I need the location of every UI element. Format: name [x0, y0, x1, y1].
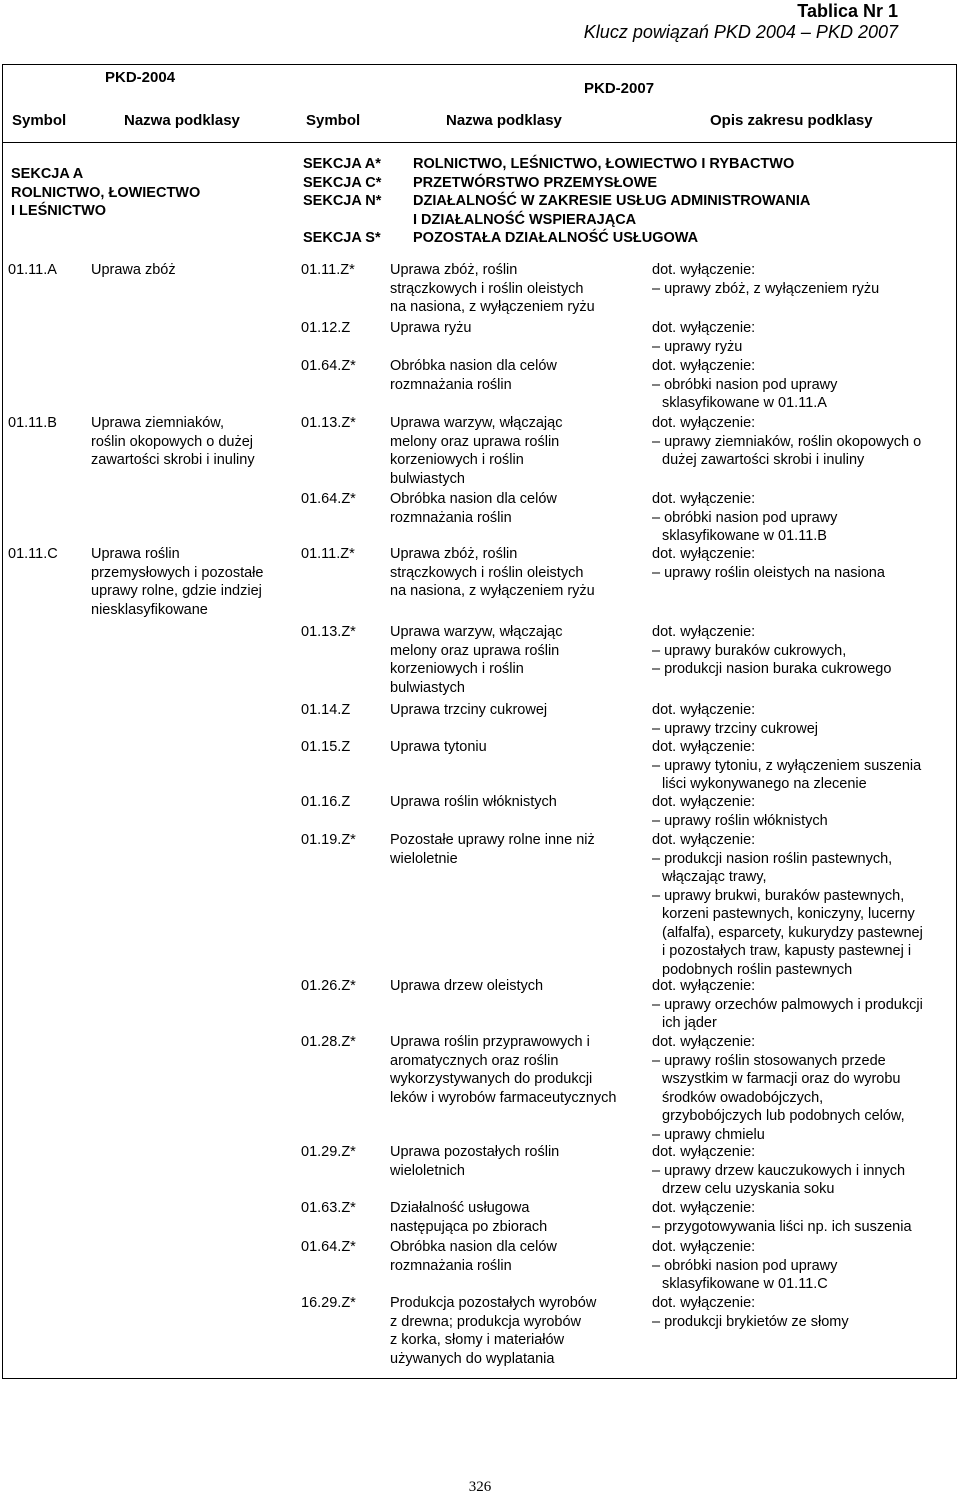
- document-subtitle: Klucz powiązań PKD 2004 – PKD 2007: [583, 22, 898, 42]
- row-description-line: dot. wyłączenie:: [652, 491, 756, 507]
- row-name-line: strączkowych i roślin oleistych: [390, 564, 584, 581]
- section-symbol: [303, 211, 381, 230]
- row-name-line: Uprawa pozostałych roślin: [390, 1144, 560, 1160]
- row-name-line: rozmnażania roślin: [390, 376, 512, 393]
- row-name-line: Uprawa tytoniu: [390, 739, 487, 755]
- col-name-2007: Nazwa podklasy: [446, 112, 562, 129]
- row-description-line: – uprawy ryżu: [652, 338, 743, 355]
- row-name-line: Uprawa warzyw, włączając: [390, 415, 563, 431]
- row-name-line: rozmnażania roślin: [390, 509, 512, 526]
- row-description-line: – uprawy tytoniu, z wyłączeniem suszenia: [652, 757, 922, 774]
- col-name-2004: Nazwa podklasy: [124, 112, 240, 129]
- row-name-line: korzeniowych i roślin: [390, 661, 524, 677]
- section-name: DZIAŁALNOŚĆ W ZAKRESIE USŁUG ADMINISTROWANIA: [413, 193, 811, 209]
- group-name-line: przemysłowych i pozostałe: [91, 564, 264, 581]
- row-description: [652, 701, 818, 738]
- group-name: [91, 545, 263, 619]
- row-name-line: Pozostałe uprawy rolne inne niż: [390, 832, 595, 848]
- group-name-line: zawartości skrobi i inuliny: [91, 452, 255, 468]
- section-symbol: SEKCJA S*: [303, 230, 381, 246]
- row-description-line: dot. wyłączenie:: [652, 1034, 756, 1050]
- section-2004-line: ROLNICTWO, ŁOWIECTWO: [11, 184, 201, 201]
- row-name: [390, 357, 557, 394]
- row-name-line: Produkcja pozostałych wyrobów: [390, 1295, 597, 1311]
- table-top-border: [2, 64, 956, 65]
- header-pkd-2004: PKD-2004: [105, 69, 176, 86]
- group-name-line: Uprawa zbóż: [91, 262, 176, 278]
- row-description: [652, 545, 885, 582]
- row-name: [390, 701, 547, 720]
- row-description: [652, 261, 879, 298]
- row-name-line: leków i wyrobów farmaceutycznych: [390, 1089, 617, 1106]
- row-description-line: dot. wyłączenie:: [652, 832, 756, 848]
- row-description-line: dot. wyłączenie:: [652, 978, 756, 994]
- group-name-line: niesklasyfikowane: [91, 601, 208, 618]
- row-description-line: – uprawy orzechów palmowych i produkcji: [652, 996, 923, 1013]
- row-description-line: – obróbki nasion pod uprawy: [652, 1257, 838, 1274]
- col-symbol-2004: Symbol: [12, 112, 67, 129]
- row-name-line: Uprawa drzew oleistych: [390, 978, 544, 994]
- row-name: [390, 1033, 616, 1107]
- row-description-line: – uprawy roślin stosowanych przede: [652, 1052, 886, 1069]
- row-name-line: Obróbka nasion dla celów: [390, 491, 557, 507]
- row-name: [390, 738, 487, 757]
- section-2007-names: [413, 155, 810, 248]
- header-pkd-2007: PKD-2007: [584, 80, 655, 97]
- row-name-line: Uprawa warzyw, włączając: [390, 624, 563, 640]
- row-description-line: dot. wyłączenie:: [652, 624, 756, 640]
- row-description-line: – uprawy roślin włóknistych: [652, 812, 828, 829]
- row-code: 01.15.Z: [301, 739, 351, 755]
- row-name-line: Uprawa roślin włóknistych: [390, 794, 557, 810]
- row-description: [652, 1199, 912, 1236]
- row-name: [390, 319, 471, 338]
- row-description-line: dot. wyłączenie:: [652, 1295, 756, 1311]
- row-code: 01.19.Z*: [301, 832, 356, 848]
- row-description-line: dot. wyłączenie:: [652, 739, 756, 755]
- row-description-line: środków owadobójczych,: [662, 1089, 824, 1106]
- row-name-line: bulwiastych: [390, 679, 465, 696]
- header-bottom-border: [2, 142, 956, 143]
- row-code: 01.12.Z: [301, 320, 351, 336]
- col-symbol-2007: Symbol: [306, 112, 361, 129]
- row-description-line: sklasyfikowane w 01.11.A: [662, 395, 827, 411]
- row-name-line: melony oraz uprawa roślin: [390, 433, 560, 450]
- row-name: [390, 1294, 596, 1368]
- row-name: [390, 261, 595, 317]
- row-name-line: wieloletnie: [390, 850, 458, 867]
- row-description-line: – obróbki nasion pod uprawy: [652, 509, 838, 526]
- row-name-line: Obróbka nasion dla celów: [390, 358, 557, 374]
- row-code: 01.14.Z: [301, 702, 351, 718]
- row-description-line: – uprawy zbóż, z wyłączeniem ryżu: [652, 280, 880, 297]
- row-name: [390, 1238, 557, 1275]
- row-description: [652, 738, 921, 794]
- row-code: 01.13.Z*: [301, 624, 356, 640]
- row-name-line: Uprawa ryżu: [390, 320, 472, 336]
- row-description: [652, 357, 837, 413]
- row-code: 01.13.Z*: [301, 415, 356, 431]
- row-description: [652, 1033, 905, 1144]
- section-2007-symbols: [303, 155, 381, 248]
- row-name: [390, 831, 595, 868]
- row-description-line: dot. wyłączenie:: [652, 794, 756, 810]
- row-name-line: melony oraz uprawa roślin: [390, 642, 560, 659]
- row-description-line: i pozostałych traw, kapusty pastewnej i: [662, 943, 912, 959]
- row-description: [652, 1143, 905, 1199]
- row-name-line: na nasiona, z wyłączeniem ryżu: [390, 583, 595, 599]
- row-name-line: z drewna; produkcja wyrobów: [390, 1313, 582, 1330]
- col-desc: Opis zakresu podklasy: [710, 112, 873, 129]
- group-name-line: Uprawa ziemniaków,: [91, 415, 224, 431]
- row-description-line: ich jąder: [662, 1015, 717, 1031]
- row-description-line: (alfalfa), esparcety, kukurydzy pastewnej: [662, 924, 923, 941]
- row-description: [652, 490, 837, 546]
- section-name: POZOSTAŁA DZIAŁALNOŚĆ USŁUGOWA: [413, 230, 699, 246]
- row-name-line: aromatycznych oraz roślin: [390, 1052, 559, 1069]
- row-description-line: – uprawy trzciny cukrowej: [652, 720, 818, 737]
- row-description-line: włączając trawy,: [662, 869, 767, 885]
- row-name-line: strączkowych i roślin oleistych: [390, 280, 584, 297]
- row-name-line: Uprawa roślin przyprawowych i: [390, 1034, 590, 1050]
- row-name: [390, 1143, 559, 1180]
- row-description-line: – uprawy ziemniaków, roślin okopowych o: [652, 433, 922, 450]
- row-description: [652, 977, 923, 1033]
- row-description-line: podobnych roślin pastewnych: [662, 961, 853, 978]
- row-code: 01.63.Z*: [301, 1200, 356, 1216]
- row-code: 01.26.Z*: [301, 978, 356, 994]
- row-description: [652, 319, 755, 356]
- section-2004: [11, 165, 200, 221]
- row-name-line: używanych do wyplatania: [390, 1350, 555, 1367]
- table-bottom-border: [2, 1378, 956, 1379]
- row-description-line: korzeni pastewnych, koniczyny, lucerny: [662, 906, 915, 922]
- row-description-line: grzybobójczych lub podobnych celów,: [662, 1108, 905, 1124]
- row-description-line: – produkcji nasion roślin pastewnych,: [652, 850, 893, 867]
- row-name-line: Działalność usługowa: [390, 1200, 530, 1216]
- row-description-line: sklasyfikowane w 01.11.C: [662, 1276, 828, 1292]
- row-code: 16.29.Z*: [301, 1295, 356, 1311]
- row-description-line: – produkcji brykietów ze słomy: [652, 1313, 849, 1330]
- row-name-line: rozmnażania roślin: [390, 1257, 512, 1274]
- row-code: 01.11.Z*: [301, 546, 355, 562]
- section-symbol: SEKCJA N*: [303, 193, 382, 209]
- section-name: I DZIAŁALNOŚĆ WSPIERAJĄCA: [413, 211, 637, 228]
- row-description-line: – uprawy drzew kauczukowych i innych: [652, 1162, 906, 1179]
- row-description-line: dot. wyłączenie:: [652, 415, 756, 431]
- table-left-border: [2, 64, 3, 1379]
- row-name-line: następująca po zbiorach: [390, 1218, 548, 1235]
- row-code: 01.16.Z: [301, 794, 351, 810]
- row-description-line: sklasyfikowane w 01.11.B: [662, 528, 827, 544]
- group-name-line: Uprawa roślin: [91, 546, 180, 562]
- row-description-line: dot. wyłączenie:: [652, 262, 756, 278]
- row-name-line: wieloletnich: [390, 1162, 465, 1179]
- row-description-line: – obróbki nasion pod uprawy: [652, 376, 838, 393]
- row-code: 01.64.Z*: [301, 1239, 356, 1255]
- row-description-line: dużej zawartości skrobi i inuliny: [662, 452, 865, 468]
- row-description-line: dot. wyłączenie:: [652, 1200, 756, 1216]
- row-description: [652, 793, 828, 830]
- row-name: [390, 1199, 547, 1236]
- section-symbol: SEKCJA A*: [303, 156, 381, 172]
- row-description-line: drzew celu uzyskania soku: [662, 1181, 835, 1197]
- row-name: [390, 793, 557, 812]
- row-description-line: – uprawy roślin oleistych na nasiona: [652, 564, 885, 581]
- row-description-line: dot. wyłączenie:: [652, 546, 756, 562]
- section-name: PRZETWÓRSTWO PRZEMYSŁOWE: [413, 174, 658, 191]
- table-right-border: [956, 64, 957, 1379]
- row-description: [652, 1294, 849, 1331]
- section-symbol: SEKCJA C*: [303, 174, 382, 191]
- row-name-line: Obróbka nasion dla celów: [390, 1239, 557, 1255]
- page-number: 326: [468, 1479, 492, 1495]
- row-code: 01.29.Z*: [301, 1144, 356, 1160]
- row-description-line: – uprawy brukwi, buraków pastewnych,: [652, 887, 905, 904]
- row-description-line: liści wykonywanego na zlecenie: [662, 776, 867, 792]
- row-name: [390, 623, 562, 697]
- group-name-line: roślin okopowych o dużej: [91, 433, 254, 450]
- row-name: [390, 414, 562, 488]
- group-name: [91, 414, 255, 470]
- row-description-line: – uprawy chmielu: [652, 1126, 765, 1143]
- row-code: 01.64.Z*: [301, 491, 356, 507]
- group-code: 01.11.A: [8, 262, 57, 278]
- row-description-line: dot. wyłączenie:: [652, 702, 756, 718]
- row-name: [390, 977, 543, 996]
- row-name-line: wykorzystywanych do produkcji: [390, 1071, 593, 1087]
- row-code: 01.28.Z*: [301, 1034, 356, 1050]
- row-name-line: korzeniowych i roślin: [390, 452, 524, 468]
- row-description: [652, 1238, 837, 1294]
- row-name-line: Uprawa trzciny cukrowej: [390, 702, 548, 718]
- section-name: ROLNICTWO, LEŚNICTWO, ŁOWIECTWO I RYBACTWO: [413, 156, 795, 172]
- row-name-line: Uprawa zbóż, roślin: [390, 546, 518, 562]
- row-code: 01.11.Z*: [301, 262, 355, 278]
- group-code: 01.11.C: [8, 546, 58, 562]
- row-description-line: – przygotowywania liści np. ich suszenia: [652, 1218, 912, 1235]
- row-description-line: dot. wyłączenie:: [652, 320, 756, 336]
- row-description: [652, 623, 891, 679]
- group-code: 01.11.B: [8, 415, 57, 431]
- row-description: [652, 831, 923, 979]
- group-name: [91, 261, 176, 280]
- row-name-line: na nasiona, z wyłączeniem ryżu: [390, 299, 595, 315]
- row-description-line: – uprawy buraków cukrowych,: [652, 642, 847, 659]
- row-name-line: z korka, słomy i materiałów: [390, 1332, 565, 1348]
- row-name: [390, 490, 557, 527]
- row-name-line: Uprawa zbóż, roślin: [390, 262, 518, 278]
- row-description-line: dot. wyłączenie:: [652, 358, 756, 374]
- document-title: Tablica Nr 1: [797, 1, 898, 21]
- row-description-line: – produkcji nasion buraka cukrowego: [652, 661, 892, 677]
- group-name-line: uprawy rolne, gdzie indziej: [91, 583, 262, 599]
- row-name-line: bulwiastych: [390, 470, 465, 487]
- row-description-line: wszystkim w farmacji oraz do wyrobu: [662, 1071, 901, 1087]
- row-description: [652, 414, 921, 470]
- section-2004-line: SEKCJA A: [11, 166, 84, 182]
- row-description-line: dot. wyłączenie:: [652, 1239, 756, 1255]
- section-2004-line: I LEŚNICTWO: [11, 203, 107, 219]
- row-name: [390, 545, 595, 601]
- row-code: 01.64.Z*: [301, 358, 356, 374]
- row-description-line: dot. wyłączenie:: [652, 1144, 756, 1160]
